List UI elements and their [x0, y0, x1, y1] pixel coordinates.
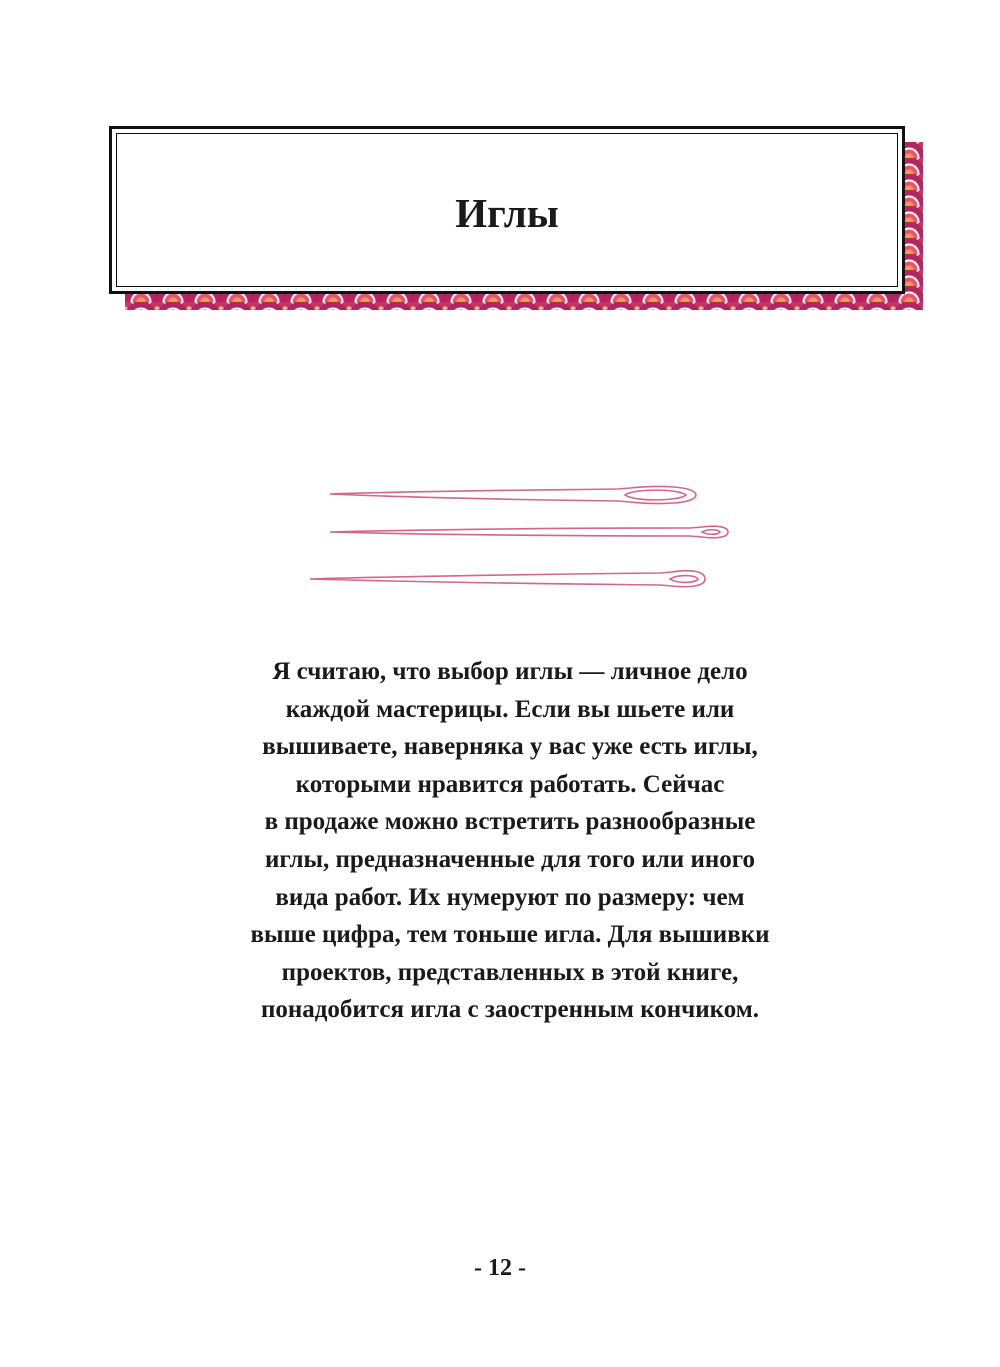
body-line: каждой мастерицы. Если вы шьете или [285, 695, 735, 723]
needle-large-icon [330, 486, 696, 503]
body-paragraph [150, 653, 870, 1029]
needles-icon [300, 478, 735, 596]
title-frame [109, 126, 905, 294]
body-line: проектов, представленных в этой книге, [281, 958, 739, 986]
body-line: Я считаю, что выбор иглы — личное дело [272, 658, 748, 685]
body-line: выше цифра, тем тоньше игла. Для вышивки [250, 921, 770, 949]
body-line: понадобится игла с заостренным кончиком. [260, 996, 760, 1024]
page-number: - 12 - [474, 1255, 526, 1281]
body-line: которыми нравится работать. Сейчас [295, 770, 725, 798]
page-title: Иглы [455, 190, 559, 236]
needle-medium-icon [310, 571, 705, 587]
body-line: вида работ. Их нумеруют по размеру: чем [275, 883, 745, 911]
needle-thin-icon [330, 526, 728, 538]
body-line: в продаже можно встретить разнообразные [264, 808, 756, 836]
body-line: иглы, предназначенные для того или иного [265, 845, 755, 873]
body-line: вышиваете, наверняка у вас уже есть иглы, [262, 733, 758, 761]
